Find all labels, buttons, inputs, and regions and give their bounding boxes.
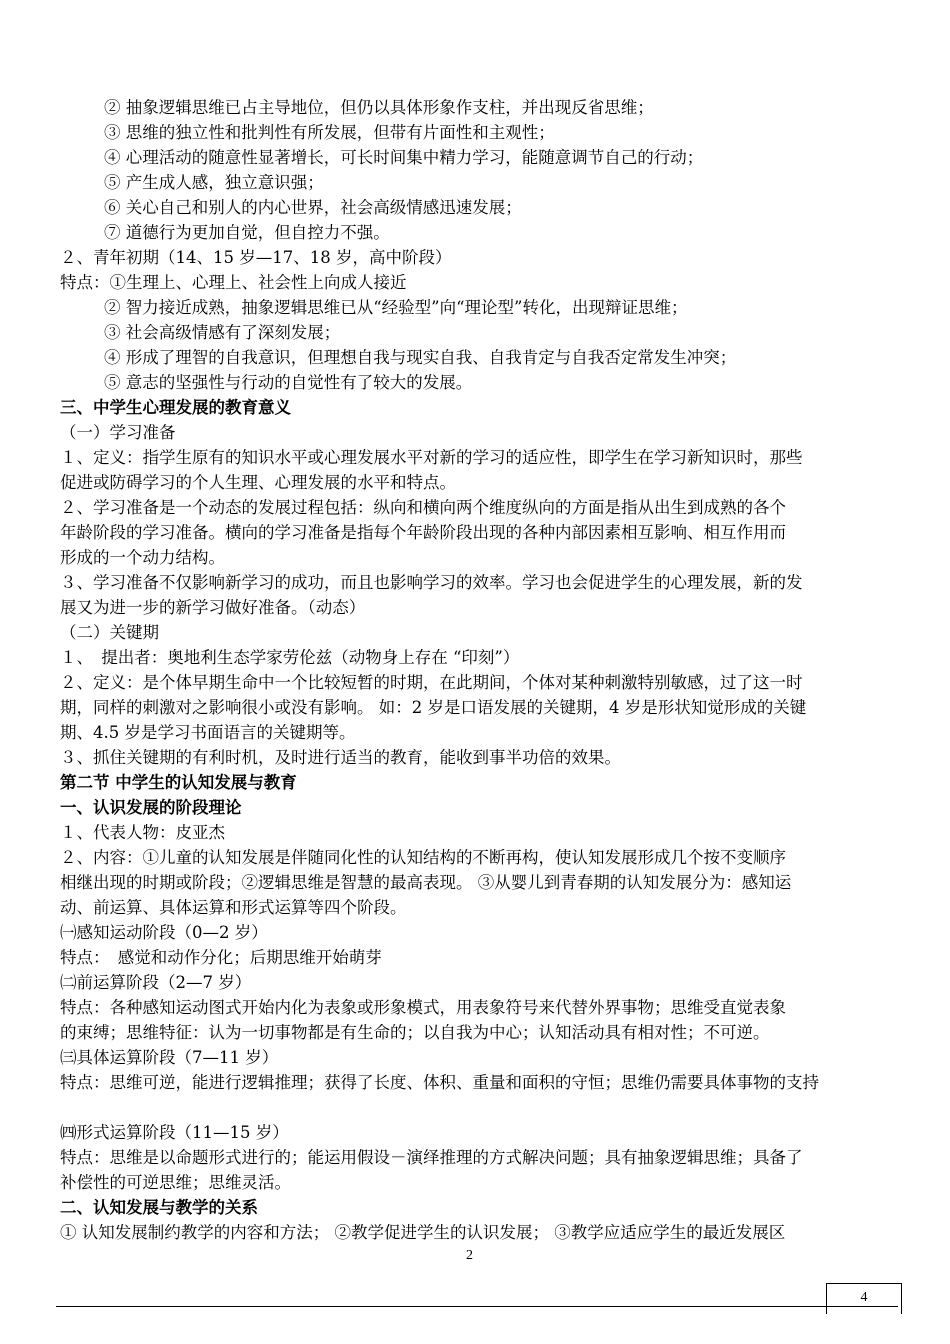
text-line: ⑥ 关心自己和别人的内心世界，社会高级情感迅速发展；: [104, 198, 522, 217]
text-line: １、代表人物：皮亚杰: [60, 823, 225, 842]
footer-rule: [56, 1306, 898, 1307]
text-line: ② 抽象逻辑思维已占主导地位，但仍以具体形象作支柱，并出现反省思维；: [104, 98, 654, 117]
text-line: 相继出现的时期或阶段；②逻辑思维是智慧的最高表现。 ③从婴儿到青春期的认知发展分为：感知运: [60, 873, 792, 892]
text-line: 特点：思维可逆，能进行逻辑推理；获得了长度、体积、重量和面积的守恒；思维仍需要具体事物的支持: [60, 1073, 819, 1092]
subsection-heading: ㈡前运算阶段（2—7 岁）: [60, 973, 252, 992]
text-line: １、 提出者：奥地利生态学家劳伦兹（动物身上存在 “印刻”）: [60, 648, 520, 667]
page-counter-box: [826, 1283, 902, 1314]
text-line: 动、前运算、具体运算和形式运算等四个阶段。: [60, 898, 407, 917]
text-line: 期，同样的刺激对之影响很小或没有影响。 如：2 岁是口语发展的关键期，4 岁是形状知觉形成的关键: [60, 698, 807, 717]
text-line: ⑤ 产生成人感，独立意识强；: [104, 173, 324, 192]
section-heading: 第二节 中学生的认知发展与教育: [60, 773, 297, 792]
text-line: ③ 思维的独立性和批判性有所发展，但带有片面性和主观性；: [104, 123, 555, 142]
subsection-heading: （二）关键期: [60, 623, 159, 642]
text-line: ２、学习准备是一个动态的发展过程包括：纵向和横向两个维度纵向的方面是指从出生到成熟的各个: [60, 498, 786, 517]
text-line: ① 认知发展制约教学的内容和方法； ②教学促进学生的认识发展； ③教学应适应学生的最近发展区: [60, 1223, 786, 1242]
text-line: ２、青年初期（14、15 岁—17、18 岁，高中阶段）: [60, 248, 452, 267]
text-line: 期、4.5 岁是学习书面语言的关键期等。: [60, 723, 356, 742]
section-heading: 一、认识发展的阶段理论: [60, 798, 242, 817]
subsection-heading: ㈢具体运算阶段（7—11 岁）: [60, 1048, 279, 1067]
subsection-heading: ㈠感知运动阶段（0—2 岁）: [60, 923, 268, 942]
text-line: 年龄阶段的学习准备。横向的学习准备是指每个年龄阶段出现的各种内部因素相互影响、相互作用而: [60, 523, 786, 542]
page-counter-number: 4: [860, 1290, 868, 1305]
section-heading: 三、中学生心理发展的教育意义: [60, 398, 291, 417]
text-line: １、定义：指学生原有的知识水平或心理发展水平对新的学习的适应性，即学生在学习新知识时，那些: [60, 448, 803, 467]
text-line: ③ 社会高级情感有了深刻发展；: [104, 323, 341, 342]
page-number: 2: [466, 1248, 473, 1263]
text-line: ④ 形成了理智的自我意识，但理想自我与现实自我、自我肯定与自我否定常发生冲突；: [104, 348, 737, 367]
text-line: ３、学习准备不仅影响新学习的成功，而且也影响学习的效率。学习也会促进学生的心理发展，新的发: [60, 573, 803, 592]
text-line: ２、内容：①儿童的认知发展是伴随同化性的认知结构的不断再构，使认知发展形成几个按不变顺序: [60, 848, 786, 867]
text-line: 补偿性的可逆思维；思维灵活。: [60, 1173, 291, 1192]
text-line: ⑦ 道德行为更加自觉，但自控力不强。: [104, 223, 390, 242]
text-line: ⑤ 意志的坚强性与行动的自觉性有了较大的发展。: [104, 373, 473, 392]
text-line: ② 智力接近成熟，抽象逻辑思维已从“经验型”向“理论型”转化，出现辩证思维；: [104, 298, 688, 317]
text-line: 特点： 感觉和动作分化；后期思维开始萌芽: [60, 948, 382, 967]
text-line: 特点：各种感知运动图式开始内化为表象或形象模式，用表象符号来代替外界事物；思维受直觉表象: [60, 998, 786, 1017]
subsection-heading: ㈣形式运算阶段（11—15 岁）: [60, 1123, 289, 1142]
subsection-heading: （一）学习准备: [60, 423, 176, 442]
text-line: ２、定义：是个体早期生命中一个比较短暂的时期，在此期间，个体对某种刺激特别敏感，过了这一时: [60, 673, 803, 692]
text-line: 形成的一个动力结构。: [60, 548, 225, 567]
section-heading: 二、认知发展与教学的关系: [60, 1198, 258, 1217]
text-line: ④ 心理活动的随意性显著增长，可长时间集中精力学习，能随意调节自己的行动；: [104, 148, 704, 167]
text-line: 特点：①生理上、心理上、社会性上向成人接近: [60, 273, 407, 292]
text-line: 特点：思维是以命题形式进行的；能运用假设－演绎推理的方式解决问题；具有抽象逻辑思维；具备了: [60, 1148, 803, 1167]
text-line: 促进或防碍学习的个人生理、心理发展的水平和特点。: [60, 473, 456, 492]
text-line: 的束缚；思维特征：认为一切事物都是有生命的；以自我为中心；认知活动具有相对性；不可逆。: [60, 1023, 770, 1042]
text-line: 展又为进一步的新学习做好准备。（动态）: [60, 598, 366, 617]
text-line: ３、抓住关键期的有利时机，及时进行适当的教育，能收到事半功倍的效果。: [60, 748, 621, 767]
